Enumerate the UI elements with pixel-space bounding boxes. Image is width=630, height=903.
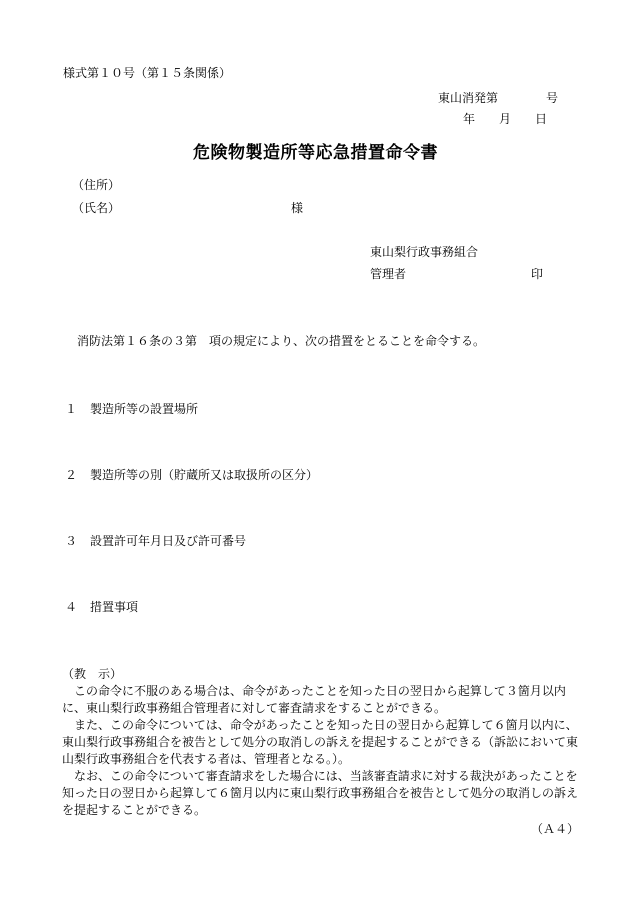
issuer-role: 管理者 bbox=[370, 267, 407, 281]
seal-mark: 印 bbox=[531, 267, 544, 281]
recipient-address-label: （住所） bbox=[72, 178, 121, 192]
issuer-organization: 東山梨行政事務組合 bbox=[370, 245, 479, 259]
document-title: 危険物製造所等応急措置命令書 bbox=[193, 143, 438, 163]
item-3 bbox=[65, 535, 246, 547]
item-number: ２ bbox=[65, 468, 78, 482]
item-label: 措置事項 bbox=[90, 600, 139, 614]
notice-paragraph: この命令に不服のある場合は、命令があったことを知った日の翌日から起算して３箇月以内に、東山梨行政事務組合管理者に対して審査請求をすることができる。 bbox=[62, 684, 566, 715]
notice-heading: （教 示） bbox=[62, 667, 123, 681]
paper-size-label: （Ａ４） bbox=[531, 822, 580, 836]
item-label: 製造所等の設置場所 bbox=[90, 402, 199, 416]
appeal-notice bbox=[62, 666, 584, 819]
item-4 bbox=[65, 601, 138, 613]
item-label: 設置許可年月日及び許可番号 bbox=[90, 534, 247, 548]
item-number: ４ bbox=[65, 600, 78, 614]
item-label: 製造所等の別（貯蔵所又は取扱所の区分） bbox=[90, 468, 319, 482]
form-label: 様式第１０号（第１５条関係） bbox=[63, 66, 232, 80]
order-body-text: 消防法第１６条の３第 項の規定により、次の措置をとることを命令する。 bbox=[77, 334, 486, 348]
item-number: １ bbox=[65, 402, 78, 416]
recipient-honorific: 様 bbox=[291, 201, 304, 215]
recipient-name-label: （氏名） bbox=[72, 201, 121, 215]
item-1 bbox=[65, 403, 198, 415]
item-2 bbox=[65, 469, 318, 481]
document-date: 年 月 日 bbox=[463, 112, 548, 126]
notice-paragraph: なお、この命令について審査請求をした場合には、当該審査請求に対する裁決があったことを知った日の翌日から起算して６箇月以内に東山梨行政事務組合を被告として処分の取消しの訴えを提起することができる。 bbox=[62, 769, 579, 817]
document-number: 東山消発第 号 bbox=[438, 91, 559, 105]
item-number: ３ bbox=[65, 534, 78, 548]
notice-paragraph: また、この命令については、命令があったことを知った日の翌日から起算して６箇月以内に、東山梨行政事務組合を被告として処分の取消しの訴えを提起することができる（訴訟において東山梨行政事務組合を代表する者は、管理者となる。）。 bbox=[62, 718, 579, 766]
